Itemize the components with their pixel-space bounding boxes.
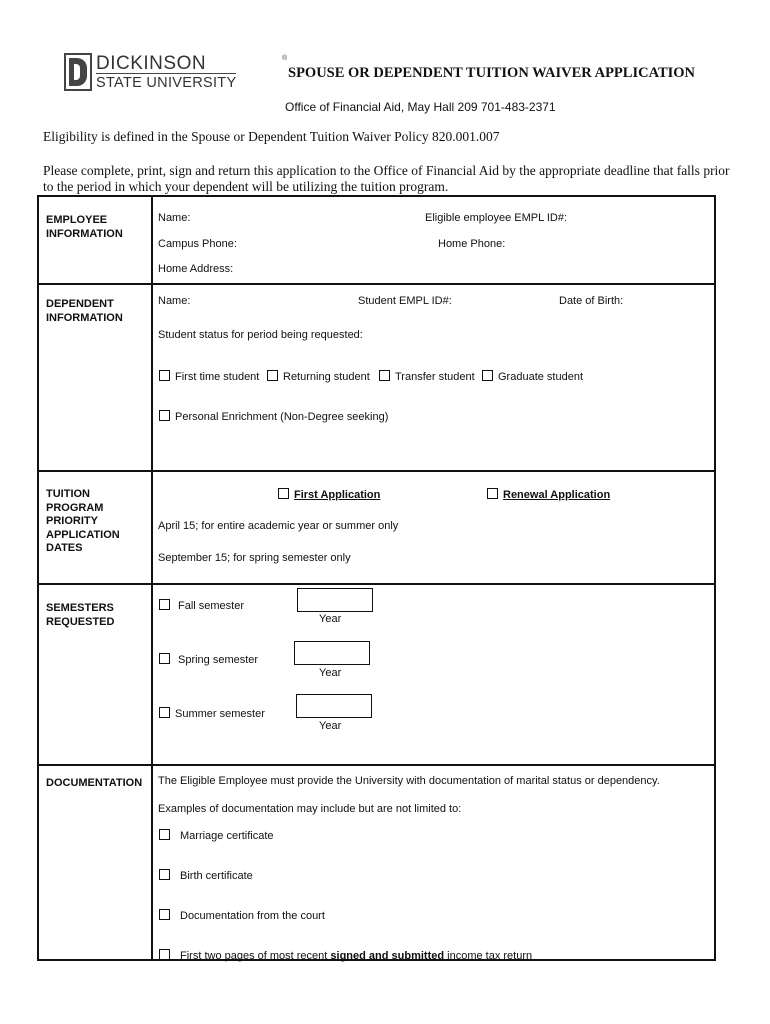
summer-year-label: Year xyxy=(319,720,342,732)
checkbox-icon[interactable] xyxy=(159,909,170,920)
checkbox-icon[interactable] xyxy=(487,488,498,499)
home-address-field[interactable]: Home Address: xyxy=(158,263,234,275)
spring-semester-option[interactable]: Spring semester xyxy=(159,653,258,666)
student-id-field[interactable]: Student EMPL ID#: xyxy=(358,295,452,307)
fall-year-input[interactable] xyxy=(297,588,373,612)
checkbox-icon[interactable] xyxy=(159,410,170,421)
checkbox-icon[interactable] xyxy=(159,599,170,610)
status-graduate[interactable]: Graduate student xyxy=(482,370,583,383)
september-deadline-text: September 15; for spring semester only xyxy=(158,552,351,564)
semesters-section-label: SEMESTERS REQUESTED xyxy=(46,602,115,628)
checkbox-icon[interactable] xyxy=(267,370,278,381)
employee-id-field[interactable]: Eligible employee EMPL ID#: xyxy=(425,212,568,224)
eligibility-text: Eligibility is defined in the Spouse or Dependent Tuition Waiver Policy 820.001.007 xyxy=(43,129,500,144)
checkbox-icon[interactable] xyxy=(278,488,289,499)
fall-semester-option[interactable]: Fall semester xyxy=(159,599,244,612)
dependent-name-field[interactable]: Name: xyxy=(158,295,191,307)
court-documentation-option[interactable]: Documentation from the court xyxy=(159,909,325,922)
status-returning[interactable]: Returning student xyxy=(267,370,370,383)
documentation-examples: Examples of documentation may include but are not limited to: xyxy=(158,803,462,815)
section-divider xyxy=(39,764,714,766)
spring-year-input[interactable] xyxy=(294,641,370,665)
checkbox-icon[interactable] xyxy=(482,370,493,381)
logo-mark-icon xyxy=(64,53,92,91)
checkbox-icon[interactable] xyxy=(159,370,170,381)
summer-semester-option[interactable]: Summer semester xyxy=(159,707,265,720)
status-transfer[interactable]: Transfer student xyxy=(379,370,475,383)
section-divider xyxy=(39,583,714,585)
april-deadline-text: April 15; for entire academic year or summer only xyxy=(158,520,399,532)
dependent-section-label: DEPENDENT INFORMATION xyxy=(46,298,123,324)
status-prompt: Student status for period being requested: xyxy=(158,329,363,341)
documentation-intro: The Eligible Employee must provide the University with documentation of marital status or dependency. xyxy=(158,775,660,787)
fall-year-label: Year xyxy=(319,613,342,625)
column-divider xyxy=(151,197,153,959)
marriage-certificate-option[interactable]: Marriage certificate xyxy=(159,829,274,842)
employee-name-field[interactable]: Name: xyxy=(158,212,191,224)
university-logo xyxy=(64,53,288,93)
tax-return-option[interactable]: First two pages of most recent signed and submitted income tax return xyxy=(159,949,532,962)
status-personal-enrichment[interactable]: Personal Enrichment (Non-Degree seeking) xyxy=(159,410,388,423)
home-phone-field[interactable]: Home Phone: xyxy=(438,238,506,250)
campus-phone-field[interactable]: Campus Phone: xyxy=(158,238,237,250)
page-title: SPOUSE OR DEPENDENT TUITION WAIVER APPLICATION xyxy=(288,65,696,81)
summer-year-input[interactable] xyxy=(296,694,372,718)
section-divider xyxy=(39,470,714,472)
checkbox-icon[interactable] xyxy=(159,653,170,664)
application-form xyxy=(37,195,716,961)
documentation-section-label: DOCUMENTATION xyxy=(46,777,143,789)
priority-section-label: TUITION PROGRAM PRIORITY APPLICATION DATES xyxy=(46,488,120,554)
checkbox-icon[interactable] xyxy=(159,949,170,960)
checkbox-icon[interactable] xyxy=(379,370,390,381)
first-application-option[interactable]: First Application xyxy=(278,488,380,501)
logo-registered: ® xyxy=(282,55,288,62)
office-info: Office of Financial Aid, May Hall 209 701-483-2371 xyxy=(285,100,556,114)
status-first-time[interactable]: First time student xyxy=(159,370,259,383)
employee-section-label: EMPLOYEE INFORMATION xyxy=(46,214,123,240)
checkbox-icon[interactable] xyxy=(159,829,170,840)
instructions-text: Please complete, print, sign and return this application to the Office of Financial Aid by the appropriate deadline that falls prior to the period in which your dependent will be utilizing the tuition program. xyxy=(43,163,730,194)
renewal-application-option[interactable]: Renewal Application xyxy=(487,488,610,501)
section-divider xyxy=(39,283,714,285)
checkbox-icon[interactable] xyxy=(159,869,170,880)
birth-certificate-option[interactable]: Birth certificate xyxy=(159,869,253,882)
spring-year-label: Year xyxy=(319,667,342,679)
logo-line1: DICKINSON xyxy=(96,53,207,74)
logo-line2: STATE UNIVERSITY xyxy=(96,75,237,91)
checkbox-icon[interactable] xyxy=(159,707,170,718)
date-of-birth-field[interactable]: Date of Birth: xyxy=(559,295,624,307)
